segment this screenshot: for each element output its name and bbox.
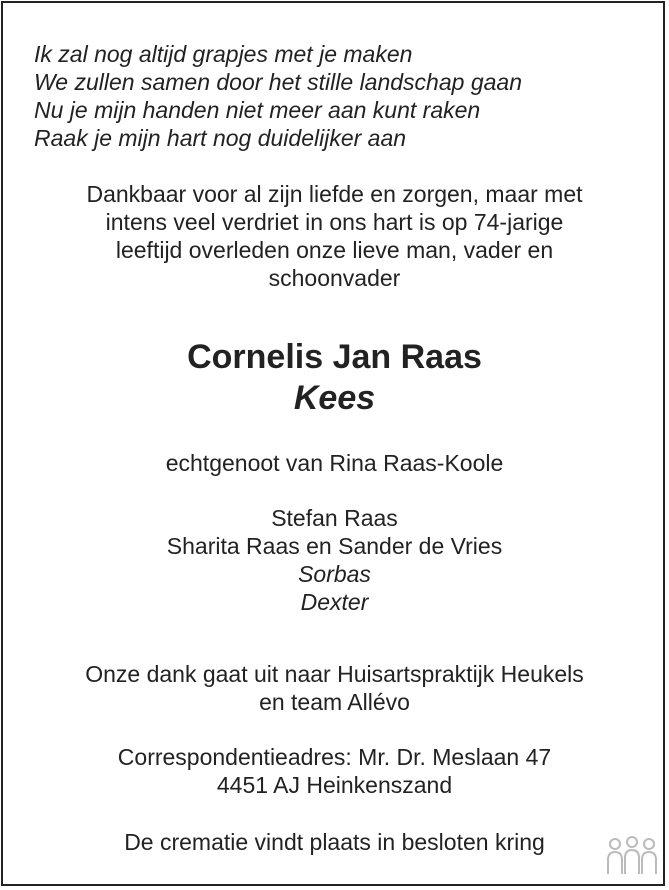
grandchild: Sorbas — [298, 561, 371, 587]
deceased-nickname: Kees — [293, 379, 376, 417]
grandchild: Dexter — [300, 589, 369, 615]
correspondence-address — [0, 743, 669, 799]
thanks-line: en team Allévo — [259, 689, 410, 715]
poem-line: Ik zal nog altijd grapjes met je maken — [34, 41, 413, 67]
family-member: Sharita Raas en Sander de Vries — [166, 533, 503, 559]
intro-text — [0, 180, 669, 292]
family-member: Stefan Raas — [271, 505, 398, 531]
people-group-icon — [606, 836, 658, 876]
intro-line: Dankbaar voor al zijn liefde en zorgen, maar met — [86, 181, 583, 207]
address-line: Correspondentieadres: Mr. Dr. Meslaan 47 — [117, 744, 552, 770]
deceased-name: Cornelis Jan Raas — [187, 338, 482, 376]
cremation-notice: De crematie vindt plaats in besloten kring — [124, 829, 545, 855]
intro-line: leeftijd overleden onze lieve man, vader en — [115, 237, 554, 263]
family-list — [0, 504, 669, 616]
intro-line: intens veel verdriet in ons hart is op 74-jarige — [105, 209, 564, 235]
poem-line: Raak je mijn hart nog duidelijker aan — [34, 125, 407, 151]
spouse-line: echtgenoot van Rina Raas-Koole — [165, 450, 504, 476]
thanks-line: Onze dank gaat uit naar Huisartspraktijk Heukels — [85, 661, 584, 687]
thanks-text — [0, 660, 669, 716]
address-line: 4451 AJ Heinkenszand — [216, 772, 453, 798]
poem — [34, 40, 522, 152]
poem-line: Nu je mijn handen niet meer aan kunt raken — [34, 97, 481, 123]
intro-line: schoonvader — [268, 265, 401, 291]
poem-line: We zullen samen door het stille landschap gaan — [34, 69, 522, 95]
